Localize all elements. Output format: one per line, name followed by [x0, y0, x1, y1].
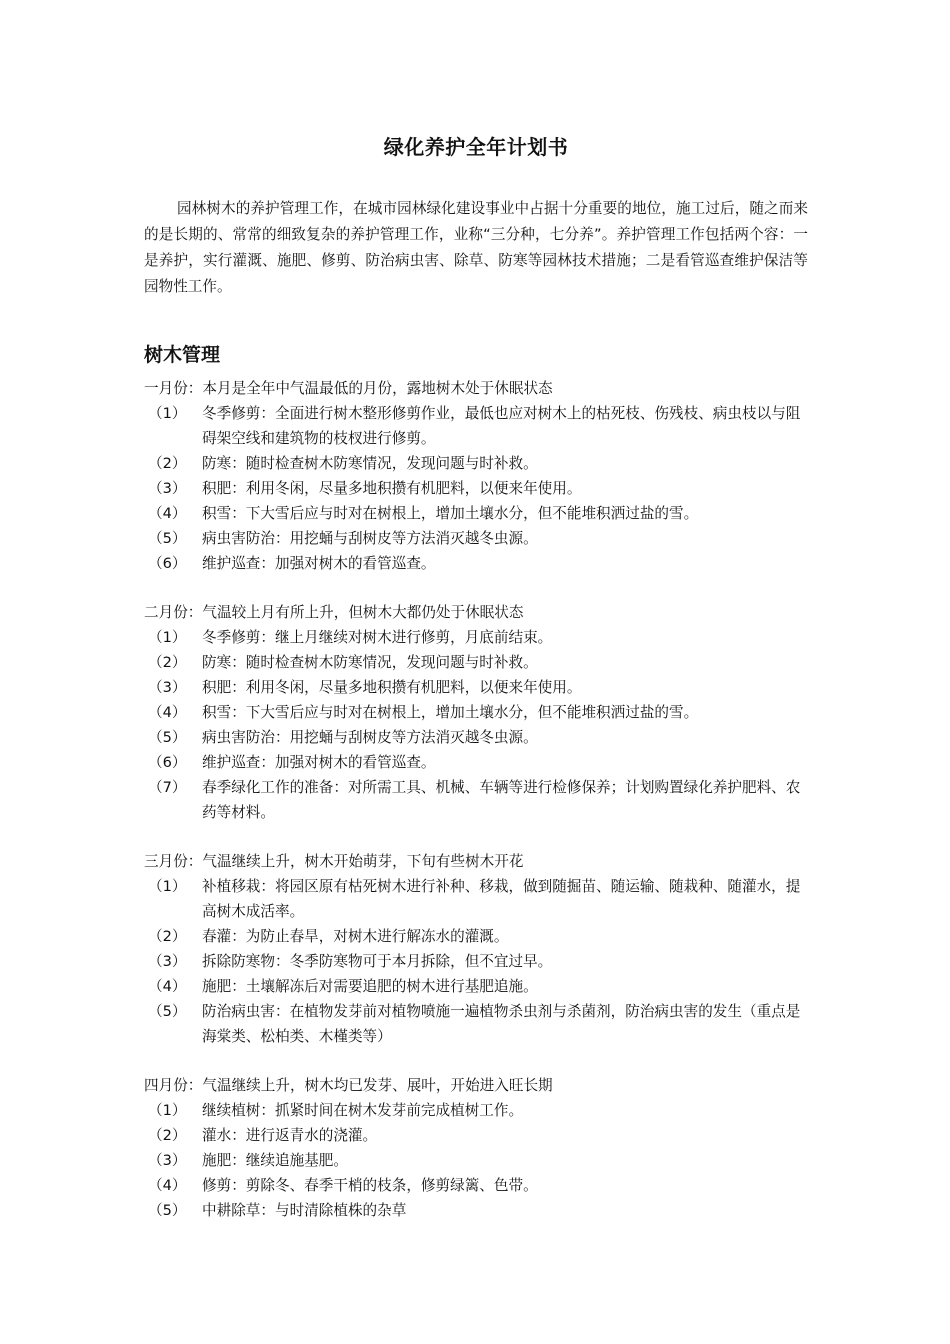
item-text: 积雪：下大雪后应与时对在树根上，增加土壤水分，但不能堆积洒过盐的雪。	[202, 505, 699, 522]
section-heading: 树木管理	[144, 344, 221, 366]
item-text: 防寒：随时检查树木防寒情况，发现问题与时补救。	[202, 455, 538, 472]
list-item	[144, 1148, 808, 1173]
item-number: （3）	[148, 1152, 187, 1169]
item-number: （4）	[148, 978, 187, 995]
list-item	[144, 650, 808, 675]
item-text: 春季绿化工作的准备：对所需工具、机械、车辆等进行检修保养；计划购置绿化养护肥料、农药等材料。	[202, 779, 801, 821]
item-number: （2）	[148, 1127, 187, 1144]
item-text: 修剪：剪除冬、春季干梢的枝条，修剪绿篱、色带。	[202, 1177, 538, 1194]
item-number: （4）	[148, 1177, 187, 1194]
item-text: 灌水：进行返青水的浇灌。	[202, 1127, 378, 1144]
item-text: 防治病虫害：在植物发芽前对植物喷施一遍植物杀虫剂与杀菌剂，防治病虫害的发生（重点是海棠类、松柏类、木槿类等）	[202, 1003, 801, 1045]
item-number: （5）	[148, 729, 187, 746]
item-text: 积雪：下大雪后应与时对在树根上，增加土壤水分，但不能堆积洒过盐的雪。	[202, 704, 699, 721]
list-item	[144, 1198, 808, 1223]
document-page	[144, 132, 808, 1247]
item-text: 补植移栽：将园区原有枯死树木进行补种、移栽，做到随掘苗、随运输、随栽种、随灌水，提高树木成活率。	[202, 878, 801, 920]
item-text: 冬季修剪：全面进行树木整形修剪作业，最低也应对树木上的枯死枝、伤残枝、病虫枝以与阻碍架空线和建筑物的枝杈进行修剪。	[202, 405, 801, 447]
item-number: （7）	[148, 779, 187, 796]
list-item	[144, 675, 808, 700]
list-item	[144, 775, 808, 825]
list-item	[144, 999, 808, 1049]
item-number: （6）	[148, 754, 187, 771]
item-number: （5）	[148, 1202, 187, 1219]
document-title: 绿化养护全年计划书	[383, 135, 569, 159]
list-item	[144, 725, 808, 750]
list-item	[144, 924, 808, 949]
item-text: 病虫害防治：用挖蛹与刮树皮等方法消灭越冬虫源。	[202, 729, 538, 746]
item-text: 维护巡查：加强对树木的看管巡查。	[202, 555, 436, 572]
month-block	[144, 1073, 808, 1223]
item-number: （1）	[148, 878, 187, 895]
list-item	[144, 526, 808, 551]
item-number: （3）	[148, 953, 187, 970]
item-text: 积肥：利用冬闲，尽量多地积攒有机肥料，以便来年使用。	[202, 480, 582, 497]
item-text: 继续植树：抓紧时间在树木发芽前完成植树工作。	[202, 1102, 524, 1119]
item-text: 维护巡查：加强对树木的看管巡查。	[202, 754, 436, 771]
item-text: 施肥：继续追施基肥。	[202, 1152, 348, 1169]
list-item	[144, 750, 808, 775]
list-item	[144, 501, 808, 526]
list-item	[144, 551, 808, 576]
item-number: （4）	[148, 505, 187, 522]
list-item	[144, 949, 808, 974]
list-item	[144, 625, 808, 650]
item-number: （6）	[148, 555, 187, 572]
item-number: （4）	[148, 704, 187, 721]
item-text: 拆除防寒物：冬季防寒物可于本月拆除，但不宜过早。	[202, 953, 553, 970]
item-number: （5）	[148, 530, 187, 547]
item-text: 中耕除草：与时清除植株的杂草	[202, 1202, 407, 1219]
item-number: （2）	[148, 455, 187, 472]
item-number: （5）	[148, 1003, 187, 1020]
item-number: （1）	[148, 629, 187, 646]
item-number: （3）	[148, 679, 187, 696]
item-text: 病虫害防治：用挖蛹与刮树皮等方法消灭越冬虫源。	[202, 530, 538, 547]
month-block	[144, 376, 808, 576]
list-item	[144, 1173, 808, 1198]
item-text: 施肥：土壤解冻后对需要追肥的树木进行基肥追施。	[202, 978, 538, 995]
list-item	[144, 451, 808, 476]
item-text: 积肥：利用冬闲，尽量多地积攒有机肥料，以便来年使用。	[202, 679, 582, 696]
list-item	[144, 1098, 808, 1123]
list-item	[144, 974, 808, 999]
month-block	[144, 849, 808, 1049]
month-heading: 三月份：气温继续上升，树木开始萌芽，下旬有些树木开花	[144, 853, 524, 870]
item-text: 防寒：随时检查树木防寒情况，发现问题与时补救。	[202, 654, 538, 671]
month-list	[144, 376, 808, 1223]
month-heading: 四月份：气温继续上升，树木均已发芽、展叶，开始进入旺长期	[144, 1077, 553, 1094]
list-item	[144, 700, 808, 725]
item-number: （3）	[148, 480, 187, 497]
item-text: 春灌：为防止春旱，对树木进行解冻水的灌溉。	[202, 928, 509, 945]
item-number: （2）	[148, 928, 187, 945]
item-number: （1）	[148, 1102, 187, 1119]
item-number: （2）	[148, 654, 187, 671]
item-number: （1）	[148, 405, 187, 422]
list-item	[144, 401, 808, 451]
list-item	[144, 476, 808, 501]
list-item	[144, 874, 808, 924]
list-item	[144, 1123, 808, 1148]
month-block	[144, 600, 808, 825]
month-heading: 一月份：本月是全年中气温最低的月份，露地树木处于休眠状态	[144, 380, 553, 397]
item-text: 冬季修剪：继上月继续对树木进行修剪，月底前结束。	[202, 629, 553, 646]
intro-paragraph: 园林树木的养护管理工作，在城市园林绿化建设事业中占据十分重要的地位，施工过后，随之而来的是长期的、常常的细致复杂的养护管理工作，业称“三分种，七分养”。养护管理工作包括两个容：一是养护，实行灌溉、施肥、修剪、防治病虫害、除草、防寒等园林技术措施；二是看管巡查维护保洁等园物性工作。	[144, 200, 808, 295]
month-heading: 二月份：气温较上月有所上升，但树木大都仍处于休眠状态	[144, 604, 524, 621]
